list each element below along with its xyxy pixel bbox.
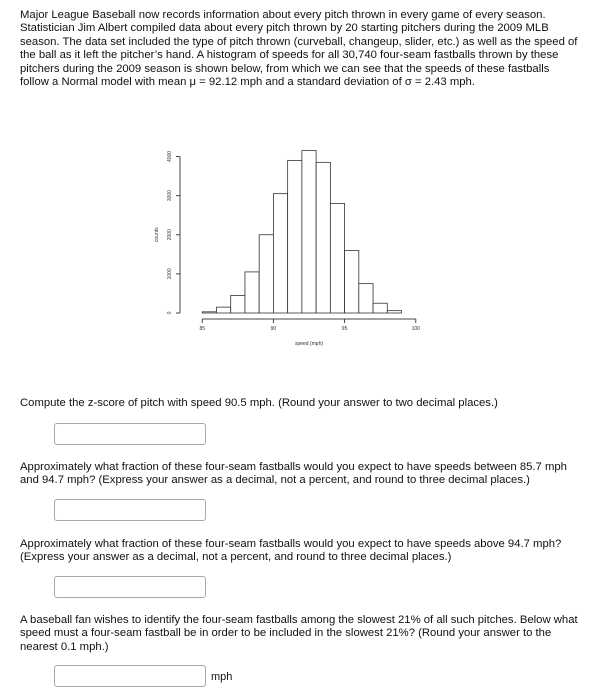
histogram-bar (245, 272, 259, 313)
histogram-bar (216, 307, 230, 313)
y-tick-label: 3000 (167, 190, 173, 202)
y-axis-ticks (167, 151, 180, 315)
histogram-bar (345, 250, 359, 313)
histogram-bar (359, 284, 373, 313)
y-tick-label: 4000 (167, 150, 173, 163)
problem-intro: Major League Baseball now records information about every pitch thrown in every game of every season. Statistician Jim Albert compiled data about every pitch thrown by 20 starting pitchers during the 2009 MLB season. The data set included the type of pitch thrown (curveball, changeup, slider, etc.) as well as the speed of the ball as it left the pitcher’s hand. A histogram of speeds for all 30,740 four-seam fastballs thrown by these pitchers during the 2009 season is shown below, from which we can see that the speeds of these fastballs follow a Normal model with mean μ = 92.12 mph and a standard deviation of σ = 2.43 mph. (20, 9, 578, 89)
x-tick-label: 100 (411, 326, 420, 332)
histogram-svg (140, 125, 440, 375)
y-tick-label: 0 (167, 311, 173, 315)
y-axis-label: counts (154, 227, 160, 243)
answer-4-input[interactable] (54, 665, 206, 687)
y-tick-label: 2000 (167, 229, 173, 241)
question-1-text: Compute the z-score of pitch with speed 90.5 mph. (Round your answer to two decimal places.) (20, 397, 498, 409)
x-tick-label: 90 (270, 326, 277, 332)
histogram-bars (202, 151, 401, 313)
x-axis-ticks (199, 319, 420, 332)
answer-2-input[interactable] (54, 499, 206, 521)
answer-4-unit: mph (211, 671, 233, 683)
question-2-text: Approximately what fraction of these four-seam fastballs would you expect to have speeds between 85.7 mph and 94.7 mph? (Express your answer as a decimal, not a percent, and round to three decimal places.) (20, 461, 567, 487)
histogram-bar (373, 303, 387, 313)
x-tick-label: 85 (199, 326, 206, 332)
histogram-bar (259, 235, 273, 313)
histogram-bar (302, 151, 316, 313)
histogram-bar (273, 194, 287, 313)
question-4-text: A baseball fan wishes to identify the four-seam fastballs among the slowest 21% of all such pitches. Below what speed must a four-seam fastball be in order to be included in the slowest 21%? (Round your answer to the nearest 0.1 mph.) (20, 614, 578, 653)
histogram-bar (231, 295, 245, 313)
histogram-bar (387, 311, 401, 313)
histogram-bar (288, 160, 302, 313)
y-tick-label: 1000 (167, 268, 173, 280)
answer-3-input[interactable] (54, 576, 206, 598)
speed-histogram (140, 125, 440, 375)
x-tick-label: 95 (341, 326, 348, 332)
question-3-text: Approximately what fraction of these four-seam fastballs would you expect to have speeds above 94.7 mph? (Express your answer as a decimal, not a percent, and round to three decimal places.) (20, 538, 562, 564)
histogram-bar (330, 203, 344, 313)
histogram-bar (202, 312, 216, 313)
x-axis-label: speed (mph) (294, 341, 324, 347)
histogram-bar (316, 162, 330, 313)
answer-1-input[interactable] (54, 423, 206, 445)
